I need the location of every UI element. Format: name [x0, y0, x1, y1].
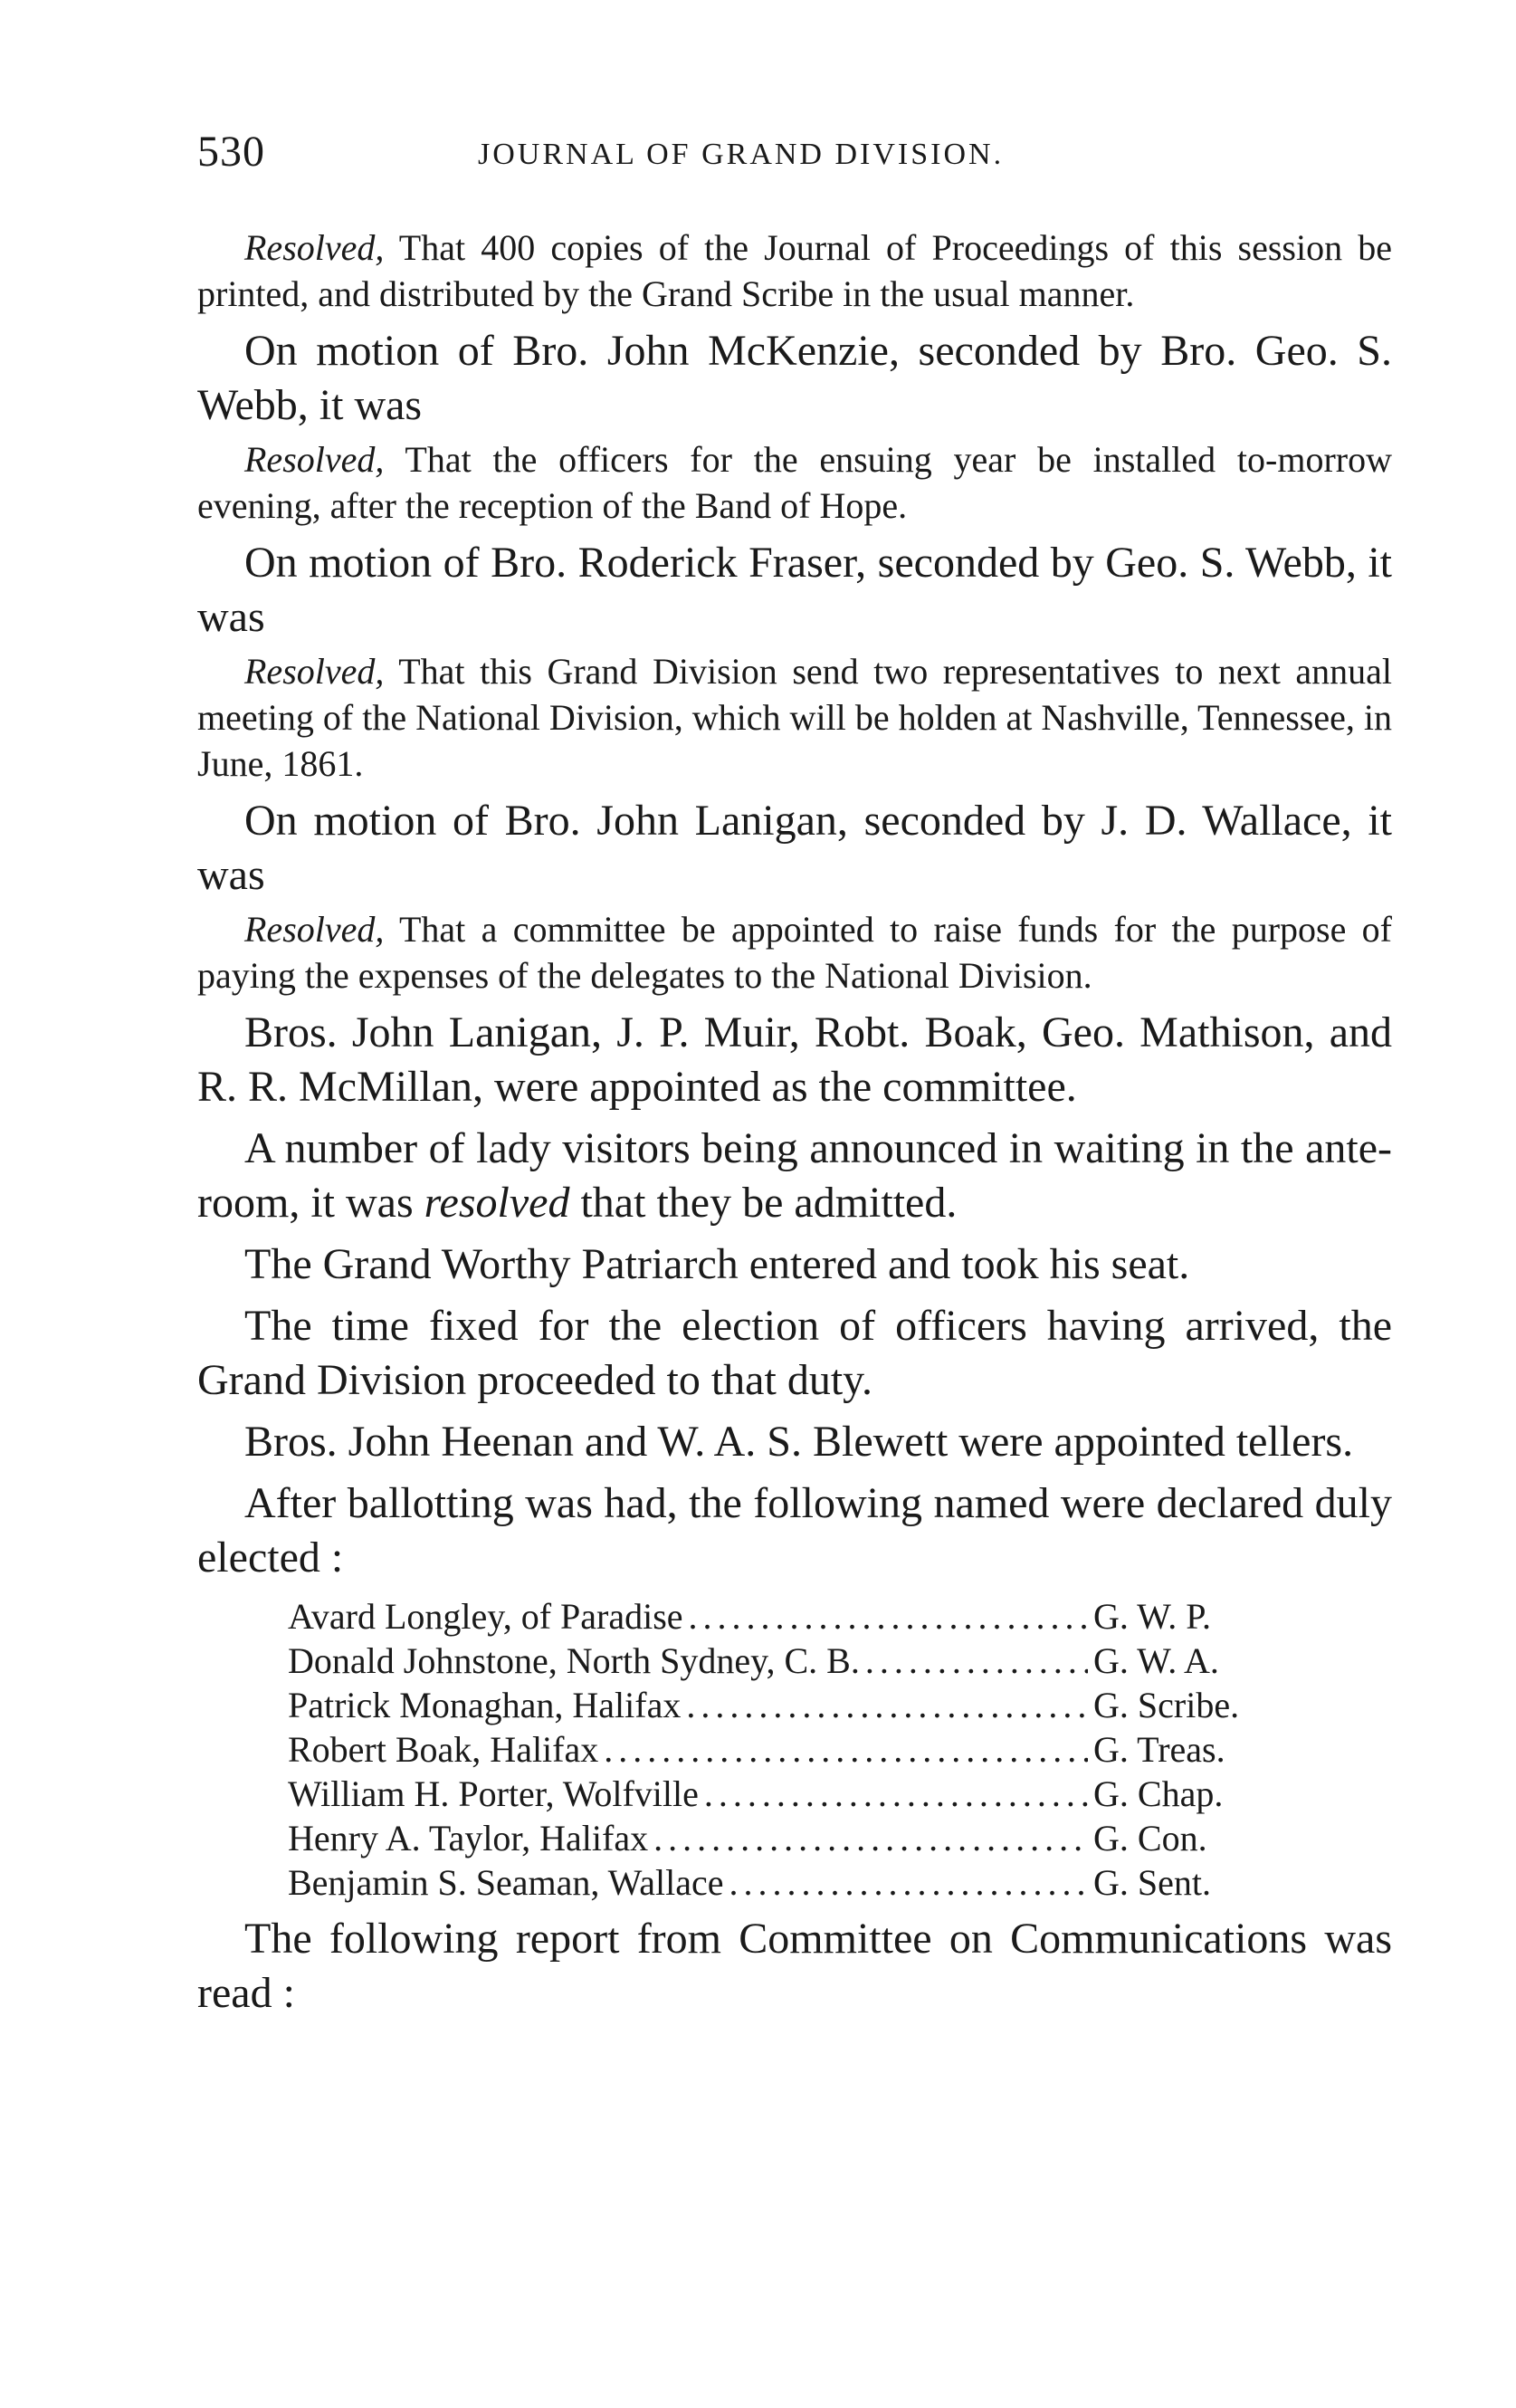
dot-leader — [865, 1639, 1088, 1683]
officer-name: Benjamin S. Seaman, Wallace — [288, 1862, 724, 1903]
page-body — [197, 225, 1392, 2021]
paragraph-text: On motion of Bro. John Lanigan, seconded by J. D. Wallace, it was — [197, 797, 1392, 899]
paragraph-text: That a committee be appointed to raise funds for the purpose of paying the expenses of the delegates to the National Division. — [197, 909, 1392, 996]
paragraph-text: On motion of Bro. John McKenzie, seconded by Bro. Geo. S. Webb, it was — [197, 327, 1392, 429]
officer-row — [288, 1683, 1283, 1727]
paragraph-text: The following report from Committee on Communications was read : — [197, 1915, 1392, 2017]
officer-row — [288, 1816, 1283, 1860]
officer-office: G. Chap. — [1093, 1773, 1224, 1814]
officer-row — [288, 1594, 1283, 1639]
officer-name: Robert Boak, Halifax — [288, 1729, 599, 1770]
officer-name: Avard Longley, of Paradise — [288, 1596, 683, 1637]
officer-row — [288, 1772, 1283, 1816]
officer-office: G. Sent. — [1093, 1862, 1211, 1903]
dot-leader — [729, 1860, 1088, 1905]
resolved-lead: Resolved, — [244, 439, 385, 480]
book-page — [197, 127, 1392, 2021]
paragraph-text: Bros. John Heenan and W. A. S. Blewett were appointed tellers. — [244, 1418, 1354, 1466]
officer-name: William H. Porter, Wolfville — [288, 1773, 699, 1814]
dot-leader — [653, 1816, 1088, 1860]
paragraph — [197, 324, 1392, 433]
paragraph — [197, 1476, 1392, 1585]
officer-row — [288, 1727, 1283, 1772]
paragraph — [197, 1912, 1392, 2021]
paragraph-text: That the officers for the ensuing year be installed to-morrow evening, after the reception of the Band of Hope. — [197, 439, 1392, 526]
paragraph-text: That this Grand Division send two representatives to next annual meeting of the National Division, which will be holden at Nashville, Tennessee, in June, 1861. — [197, 651, 1392, 784]
resolved-inline: resolved — [424, 1179, 570, 1227]
paragraph — [197, 1237, 1392, 1292]
paragraph-text: The Grand Worthy Patriarch entered and took his seat. — [244, 1240, 1190, 1288]
paragraph — [197, 648, 1392, 787]
paragraph-text: That 400 copies of the Journal of Proceedings of this session be printed, and distributed by the Grand Scribe in the usual manner. — [197, 227, 1392, 314]
page-header — [197, 127, 1392, 190]
running-title: JOURNAL OF GRAND DIVISION. — [478, 138, 1005, 171]
resolved-lead: Resolved, — [244, 909, 385, 950]
officer-row — [288, 1639, 1283, 1683]
paragraph — [197, 1415, 1392, 1469]
dot-leader — [689, 1594, 1088, 1639]
paragraph — [197, 794, 1392, 903]
paragraph-text: that they be admitted. — [569, 1179, 958, 1227]
paragraph-text: After ballotting was had, the following named were declared duly elected : — [197, 1479, 1392, 1581]
officer-name: Henry A. Taylor, Halifax — [288, 1818, 649, 1859]
officer-name: Donald Johnstone, North Sydney, C. B. — [288, 1640, 860, 1681]
officer-office: G. W. P. — [1093, 1596, 1212, 1637]
officer-office: G. Treas. — [1093, 1729, 1225, 1770]
paragraph — [197, 536, 1392, 645]
officer-office: G. Con. — [1093, 1818, 1207, 1859]
paragraph — [197, 1299, 1392, 1408]
paragraph — [197, 436, 1392, 529]
dot-leader — [704, 1772, 1088, 1816]
paragraph-text: On motion of Bro. Roderick Fraser, seconded by Geo. S. Webb, it was — [197, 539, 1392, 641]
dot-leader — [686, 1683, 1088, 1727]
resolved-lead: Resolved, — [244, 651, 385, 692]
resolved-lead: Resolved, — [244, 227, 385, 268]
officer-row — [288, 1860, 1283, 1905]
paragraph — [197, 906, 1392, 999]
officer-office: G. Scribe. — [1093, 1685, 1240, 1725]
paragraph — [197, 1006, 1392, 1114]
officers-list — [288, 1594, 1283, 1905]
paragraph — [197, 1122, 1392, 1230]
paragraph-text: A number of lady visitors being announced in waiting in the ante-room, it was — [197, 1124, 1392, 1227]
page-number: 530 — [197, 128, 265, 176]
paragraph — [197, 225, 1392, 317]
dot-leader — [604, 1727, 1088, 1772]
officer-office: G. W. A. — [1093, 1640, 1219, 1681]
paragraph-text: Bros. John Lanigan, J. P. Muir, Robt. Boak, Geo. Mathison, and R. R. McMillan, were appointed as the committee. — [197, 1008, 1392, 1111]
paragraph-text: The time fixed for the election of officers having arrived, the Grand Division proceeded to that duty. — [197, 1302, 1392, 1404]
officer-name: Patrick Monaghan, Halifax — [288, 1685, 682, 1725]
